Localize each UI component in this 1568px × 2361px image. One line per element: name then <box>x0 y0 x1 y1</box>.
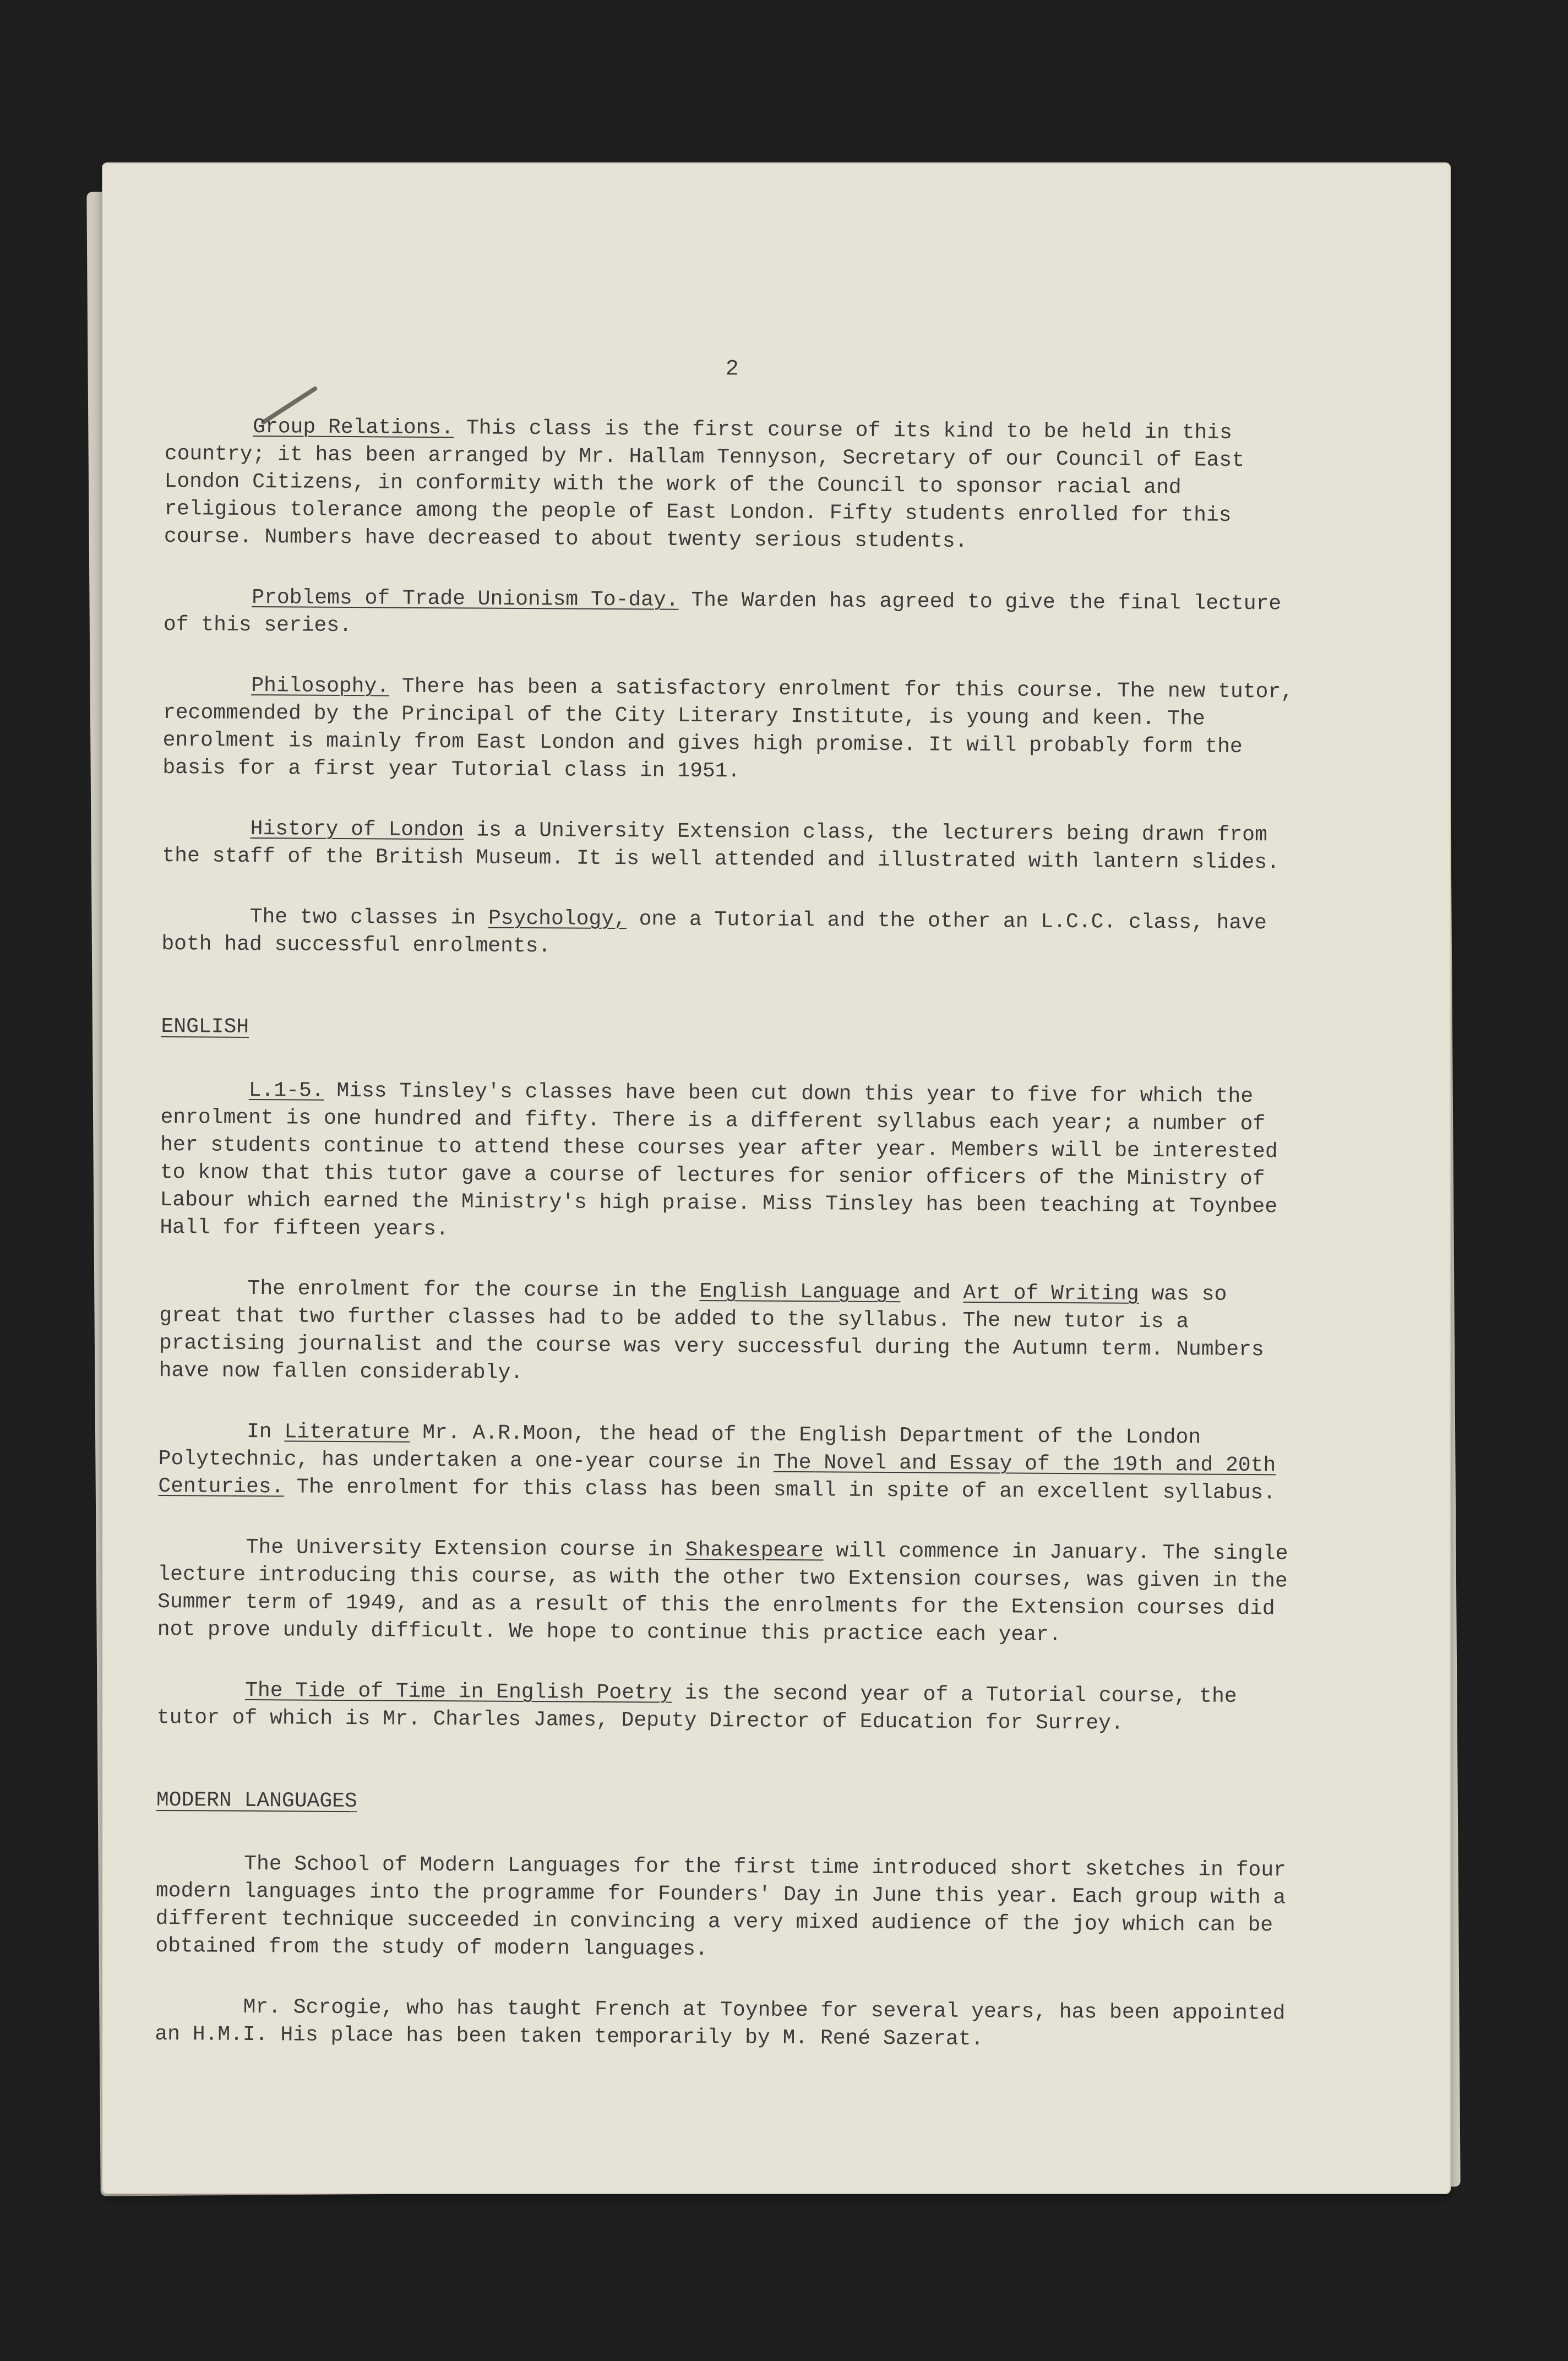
tide-of-time-text: is the second year of a Tutorial course, the tutor of which is Mr. Charles James, Deputy Director of Education for Surrey. <box>156 1681 1237 1736</box>
paragraph-history-of-london <box>162 815 1297 877</box>
section-heading-english: ENGLISH <box>161 1014 249 1039</box>
paragraph-english-language <box>159 1275 1294 1392</box>
art-of-writing-title: Art of Writing <box>963 1281 1139 1306</box>
paragraph-literature <box>158 1418 1293 1508</box>
shakespeare-title: Shakespeare <box>685 1538 824 1563</box>
paragraph-modern-languages-2 <box>155 1993 1289 2055</box>
history-of-london-title: History of London <box>250 817 464 842</box>
shakespeare-after: will commence in January. The single lecture introducing this course, as with the other two Extension courses, was given in the Summer term of 1949, and as a result of this the enrolments for the Extension courses did not prove unduly difficult. We hope to continue this practice each year. <box>157 1539 1288 1647</box>
trade-unionism-title: Problems of Trade Unionism To-day. <box>252 585 679 612</box>
english-language-title: English Language <box>699 1279 901 1305</box>
paragraph-psychology <box>161 903 1296 965</box>
shakespeare-before: The University Extension course in <box>246 1535 673 1562</box>
paragraph-l1-5 <box>160 1076 1295 1249</box>
english-language-before: The enrolment for the course in the <box>247 1276 687 1303</box>
page-number: 2 <box>725 357 739 382</box>
modern-languages-2-text: Mr. Scrogie, who has taught French at Toynbee for several years, has been appointed an H.M.I. His place has been taken temporarily by M. René Sazerat. <box>155 1995 1286 2052</box>
l1-5-text: Miss Tinsley's classes have been cut down this year to five for which the enrolment is one hundred and fifty. There is a different syllabus each year; a number of her students continue to attend these courses year after year. Members will be interested to know that this tutor gave a course of lectures for senior officers of the Ministry of Labour which earned the Ministry's high praise. Miss Tinsley has been teaching at Toynbee Hall for fifteen years. <box>160 1079 1278 1242</box>
psychology-before: The two classes in <box>249 905 476 931</box>
literature-mid: Mr. A.R.Moon, the head of the English Department of the London Polytechnic, has undertaken a one-year course in <box>158 1421 1201 1475</box>
section-heading-modern-languages: MODERN LANGUAGES <box>156 1788 357 1814</box>
l1-5-title: L.1-5. <box>248 1078 324 1103</box>
psychology-after: one a Tutorial and the other an L.C.C. class, have both had successful enrolments. <box>161 907 1267 959</box>
psychology-title: Psychology, <box>488 906 627 932</box>
literature-before: In <box>246 1419 272 1444</box>
english-language-after: was so great that two further classes had to be added to the syllabus. The new tutor is a practising journalist and the course was very successful during the Autumn term. Numbers have now fallen considerably. <box>159 1282 1264 1385</box>
paragraph-group-relations <box>164 413 1299 558</box>
novel-and-essay-title: The Novel and Essay of the 19th and 20th Centuries. <box>158 1450 1276 1499</box>
modern-languages-1-text: The School of Modern Languages for the first time introduced short sketches in four modern languages into the programme for Founders' Day in June this year. Each group with a different technique succeeded in convincing a very mixed audience of the joy which can be obtained from the study of modern languages. <box>155 1852 1287 1962</box>
english-language-mid: and <box>913 1281 951 1305</box>
paragraph-shakespeare <box>157 1533 1292 1651</box>
paragraph-tide-of-time <box>157 1677 1292 1739</box>
literature-title: Literature <box>284 1420 410 1445</box>
tide-of-time-title: The Tide of Time in English Poetry <box>245 1678 672 1705</box>
group-relations-text: This class is the first course of its kind to be held in this country; it has been arranged by Mr. Hallam Tennyson, Secretary of our Council of East London Citizens, in conformity with the work of the Council to sponsor racial and religious tolerance among the people of East London. Fifty students enrolled for this course. Numbers have decreased to about twenty serious students. <box>164 416 1245 553</box>
literature-after: The enrolment for this class has been small in spite of an excellent syllabus. <box>296 1475 1276 1505</box>
group-relations-title: Group Relations. <box>253 415 454 440</box>
typed-text-body <box>155 352 1299 2088</box>
philosophy-text: There has been a satisfactory enrolment for this course. The new tutor, recommended by the Principal of the City Literary Institute, is young and keen. The enrolment is mainly from East London and gives high promise. It will probably form the basis for a first year Tutorial class in 1951. <box>162 674 1294 784</box>
paragraph-modern-languages-1 <box>155 1850 1290 1967</box>
trade-unionism-text: The Warden has agreed to give the final lecture of this series. <box>163 588 1282 638</box>
history-of-london-text: is a University Extension class, the lecturers being drawn from the staff of the British Museum. It is well attended and illustrated with lantern slides. <box>162 818 1280 875</box>
philosophy-title: Philosophy. <box>251 673 390 699</box>
paragraph-trade-unionism <box>164 584 1298 646</box>
paragraph-philosophy <box>162 672 1297 789</box>
